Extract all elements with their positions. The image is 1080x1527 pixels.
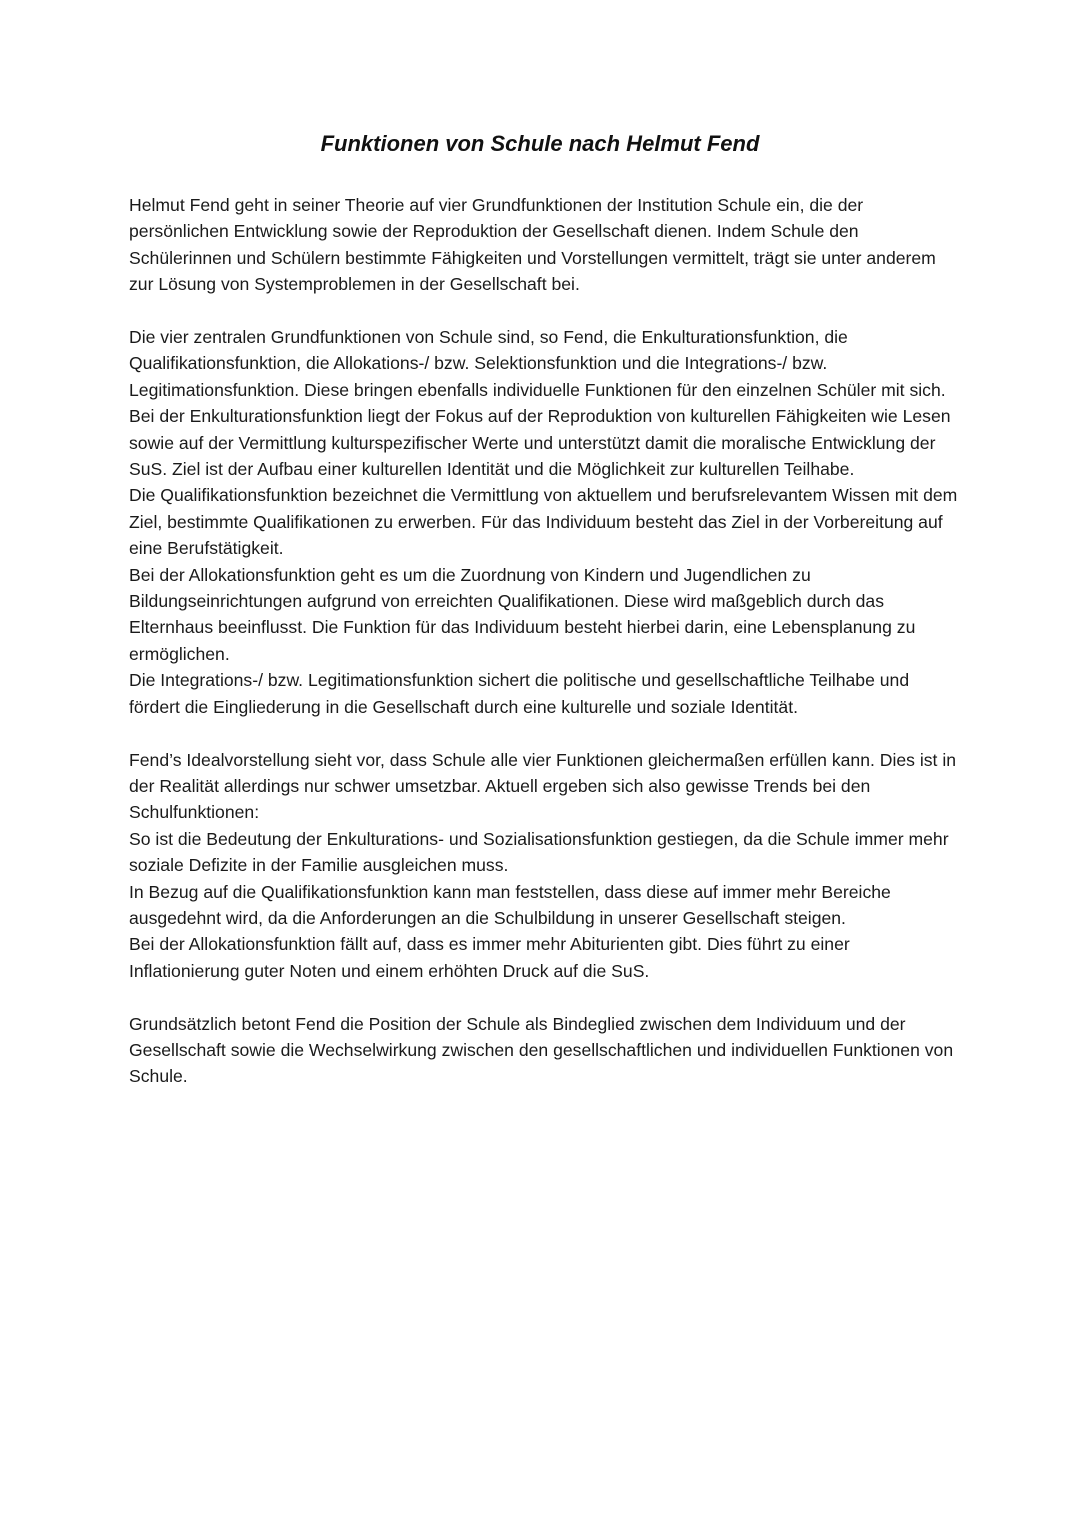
document-body [129, 192, 959, 1090]
paragraph-enkulturation: Bei der Enkulturationsfunktion liegt der Fokus auf der Reproduktion von kulturellen Fähigkeiten wie Lesen sowie auf der Vermittlung kulturspezifischer Werte und unterstützt damit die moralische Entwicklung der SuS. Ziel ist der Aufbau einer kulturellen Identität und die Möglichkeit zur kulturellen Teilhabe. [129, 406, 951, 480]
paragraph-gap [129, 720, 959, 746]
paragraph-conclusion: Grundsätzlich betont Fend die Position der Schule als Bindeglied zwischen dem Individuum und der Gesellschaft sowie die Wechselwirkung zwischen den gesellschaftlichen und individuellen Funktionen von Schule. [129, 1013, 954, 1087]
paragraph-intro: Helmut Fend geht in seiner Theorie auf vier Grundfunktionen der Institution Schule ein, die der persönlichen Entwicklung sowie der Reproduktion der Gesellschaft dienen. Indem Schule den Schülerinnen und Schülern bestimmte Fähigkeiten und Vorstellungen vermittelt, trägt sie unter anderem zur Lösung von Systemproblemen in der Gesellschaft bei. [129, 195, 936, 295]
paragraph-integration: Die Integrations-/ bzw. Legitimationsfunktion sichert die politische und gesellschaftliche Teilhabe und fördert die Eingliederung in die Gesellschaft durch eine kulturelle und soziale Identität. [129, 670, 910, 717]
paragraph-allokation: Bei der Allokationsfunktion geht es um die Zuordnung von Kindern und Jugendlichen zu Bildungseinrichtungen aufgrund von erreichten Qualifikationen. Diese wird maßgeblich durch das Elternhaus beeinflusst. Die Funktion für das Individuum besteht hierbei darin, eine Lebensplanung zu ermöglichen. [129, 564, 916, 664]
paragraph-trend-qualifikation: In Bezug auf die Qualifikationsfunktion kann man feststellen, dass diese auf immer mehr Bereiche ausgedehnt wird, da die Anforderungen an die Schulbildung in unserer Gesellschaft steigen. [129, 881, 891, 928]
paragraph-grundfunktionen: Die vier zentralen Grundfunktionen von Schule sind, so Fend, die Enkulturationsfunktion, die Qualifikationsfunktion, die Allokations-/ bzw. Selektionsfunktion und die Integrations-/ bzw. Legitimationsfunktion. Diese bringen ebenfalls individuelle Funktionen für den einzelnen Schüler mit sich. [129, 327, 946, 400]
paragraph-qualifikation: Die Qualifikationsfunktion bezeichnet die Vermittlung von aktuellem und berufsrelevantem Wissen mit dem Ziel, bestimmte Qualifikationen zu erwerben. Für das Individuum besteht das Ziel in der Vorbereitung auf eine Berufstätigkeit. [129, 485, 958, 559]
paragraph-trend-allokation: Bei der Allokationsfunktion fällt auf, dass es immer mehr Abiturienten gibt. Dies führt zu einer Inflationierung guter Noten und einem erhöhten Druck auf die SuS. [129, 934, 850, 981]
paragraph-gap [129, 984, 959, 1010]
document-title: Funktionen von Schule nach Helmut Fend [320, 131, 760, 156]
paragraph-gap [129, 298, 959, 324]
paragraph-trend-enkulturation: So ist die Bedeutung der Enkulturations- und Sozialisationsfunktion gestiegen, da die Schule immer mehr soziale Defizite in der Familie ausgleichen muss. [129, 828, 949, 876]
paragraph-idealvorstellung: Fend’s Idealvorstellung sieht vor, dass Schule alle vier Funktionen gleichermaßen erfüllen kann. Dies ist in der Realität allerdings nur schwer umsetzbar. Aktuell ergeben sich also gewisse Trends bei den Schulfunktionen: [129, 749, 957, 823]
